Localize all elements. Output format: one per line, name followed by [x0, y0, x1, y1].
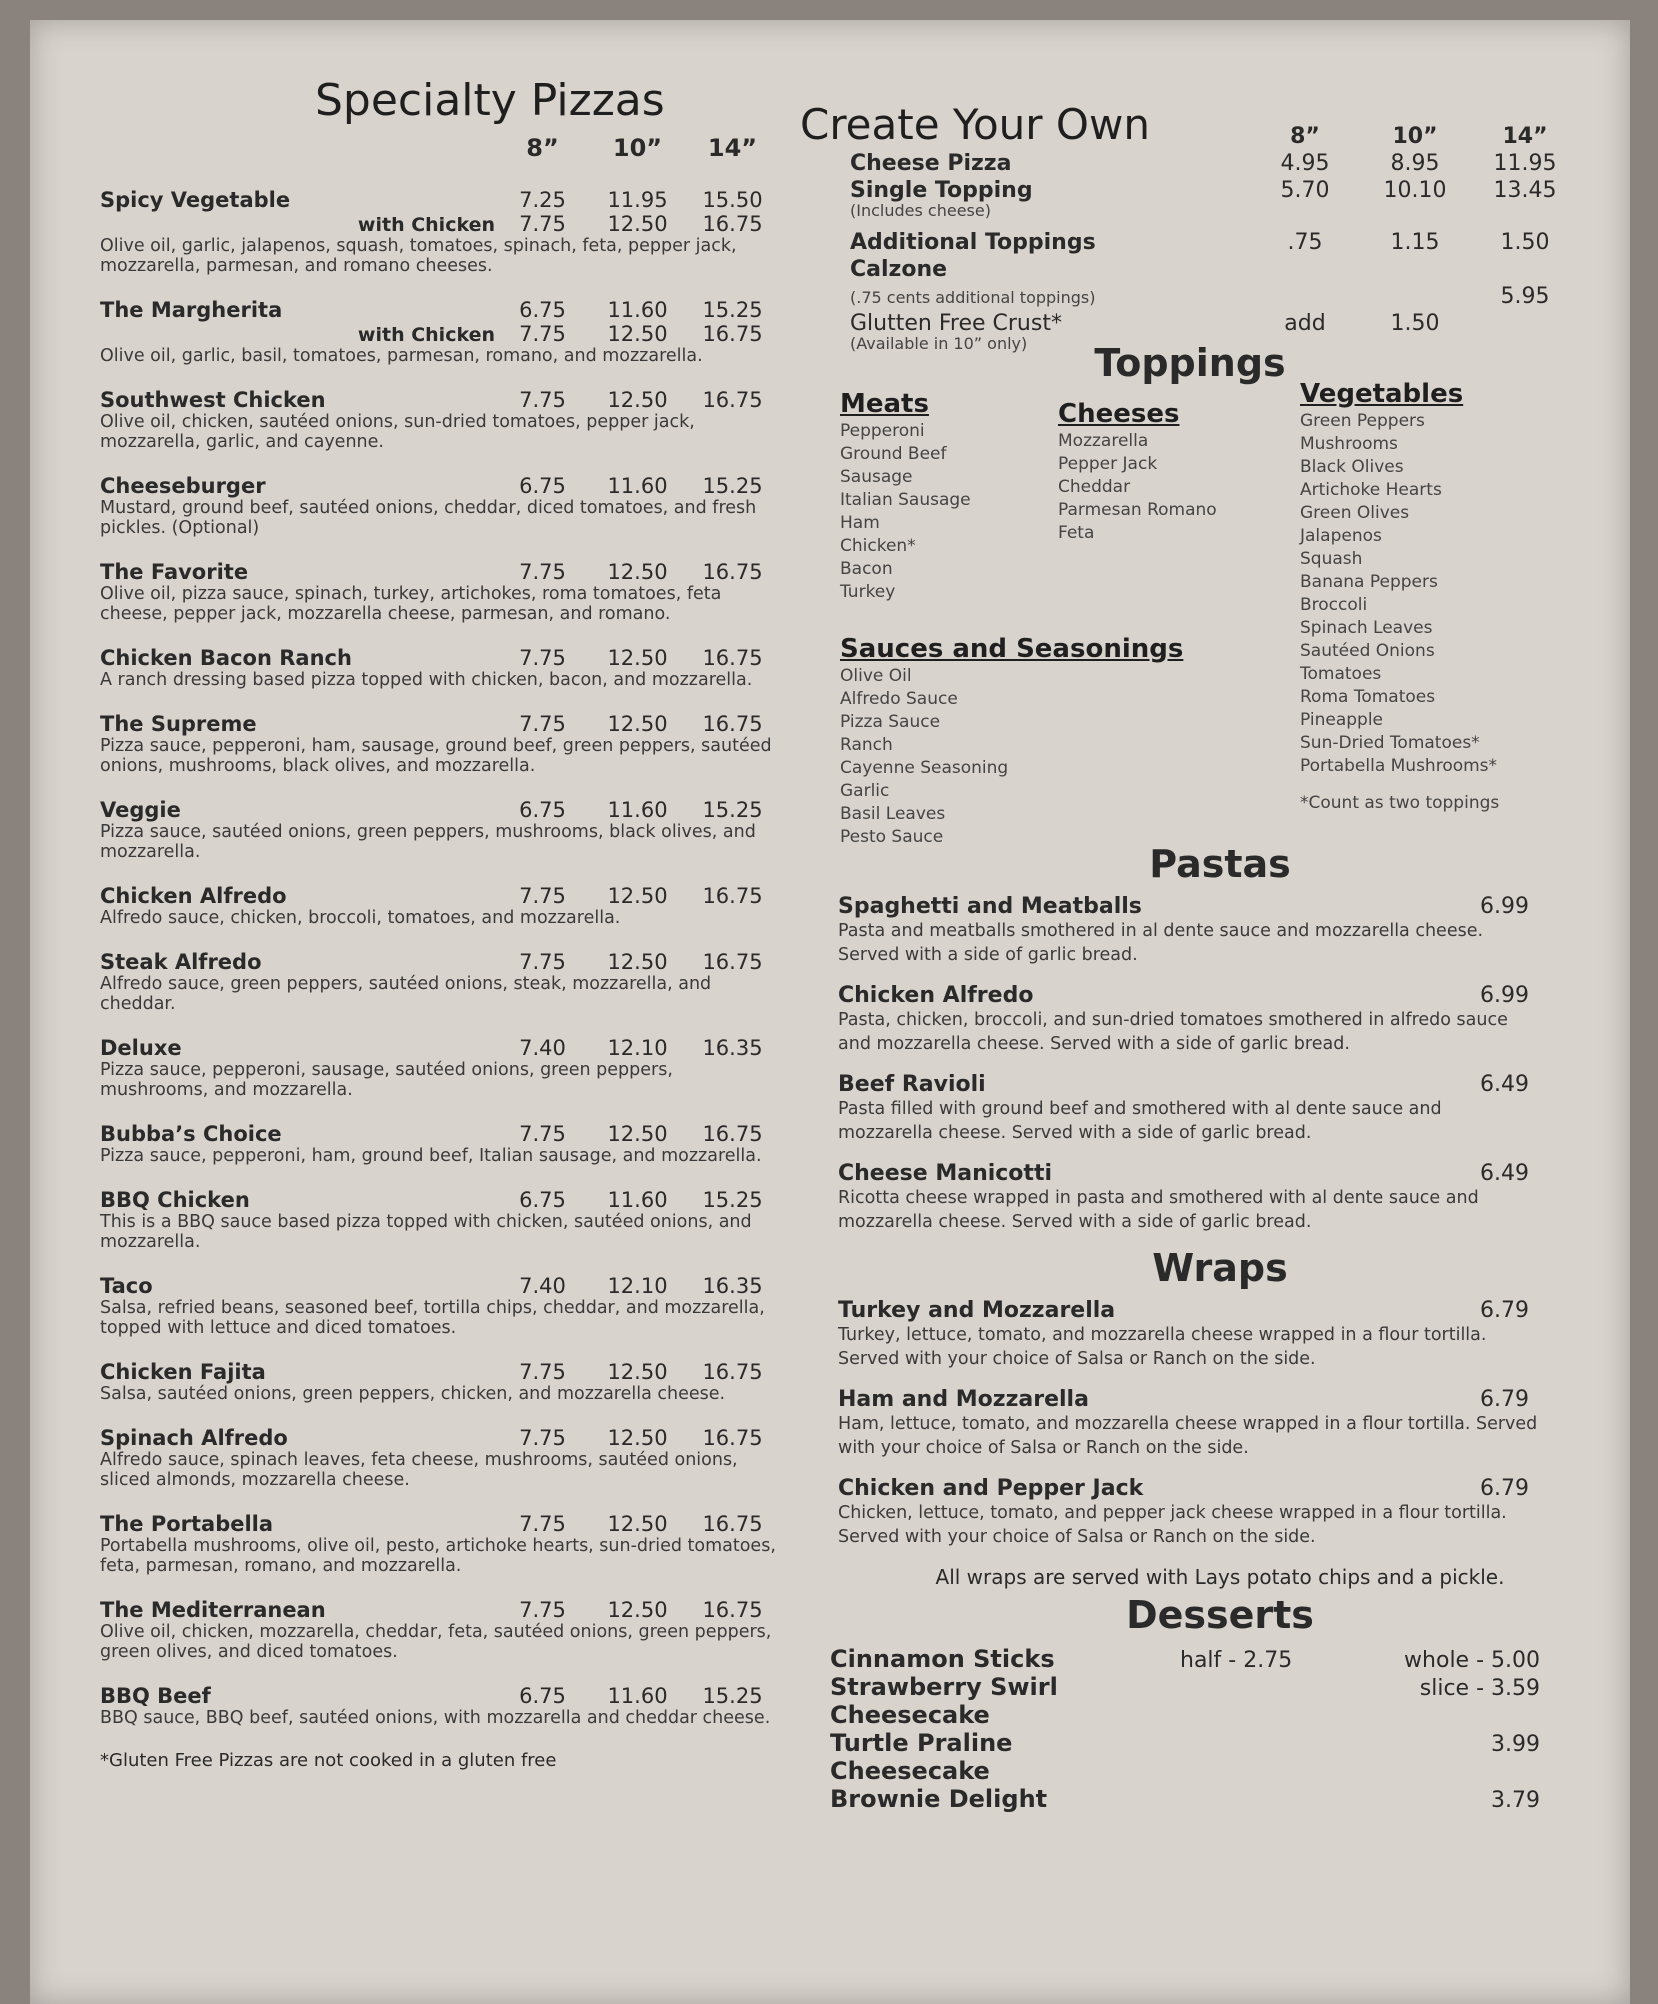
pizza-name: Spicy Vegetable [100, 188, 291, 212]
menu-page [30, 20, 1630, 2004]
size-label: 14” [707, 134, 758, 162]
pizza-desc: Pizza sauce, sautéed onions, green peppers, mushrooms, black olives, and mozzarella. [100, 822, 756, 862]
size-label: 8” [526, 134, 559, 162]
pizza-item [100, 798, 780, 862]
pizza-item [100, 1122, 780, 1166]
dessert-item [800, 1729, 1580, 1785]
price: 16.75 [702, 884, 763, 908]
price: 6.79 [1480, 1387, 1529, 1412]
price: 11.60 [607, 798, 668, 822]
price: 16.35 [702, 1274, 763, 1298]
topping-item: Black Olives [1300, 457, 1404, 477]
cheeses-list [1058, 430, 1217, 545]
topping-item: Turkey [840, 582, 896, 602]
pastas-list [800, 894, 1580, 1234]
pizza-name: Southwest Chicken [100, 388, 326, 412]
price: .75 [1287, 230, 1323, 255]
price: 7.40 [519, 1274, 566, 1298]
topping-item: Pepper Jack [1058, 454, 1158, 474]
topping-item: Sausage [840, 467, 913, 487]
item-name: Spaghetti and Meatballs [838, 894, 1142, 919]
pizza-name: Bubba’s Choice [100, 1122, 282, 1146]
price: 4.95 [1280, 151, 1330, 176]
pizza-name: The Favorite [100, 560, 249, 584]
price: 6.49 [1480, 1161, 1529, 1186]
pasta-item [800, 1161, 1580, 1234]
item-name: Cheese Manicotti [838, 1161, 1052, 1186]
topping-item: Spinach Leaves [1300, 618, 1433, 638]
price: 12.10 [607, 1036, 668, 1060]
pizza-row [100, 1360, 780, 1384]
price: 6.99 [1480, 894, 1529, 919]
topping-item: Pesto Sauce [840, 827, 944, 847]
price: 7.75 [519, 884, 566, 908]
pizza-row [100, 474, 780, 498]
menu-row [838, 1476, 1580, 1501]
wraps-note: All wraps are served with Lays potato chips and a pickle. [935, 1565, 1505, 1589]
pizza-name: Deluxe [100, 1036, 182, 1060]
item-name: Turkey and Mozzarella [838, 1298, 1116, 1323]
pizza-name: The Supreme [100, 712, 257, 736]
price: 11.60 [607, 1188, 668, 1212]
pizza-row [100, 798, 780, 822]
topping-item: Cayenne Seasoning [840, 758, 1009, 778]
pizza-item [100, 298, 780, 366]
cyo-row [800, 284, 1580, 309]
price: 1.15 [1390, 230, 1440, 255]
price: 16.75 [702, 1360, 763, 1384]
pizza-row [100, 1036, 780, 1060]
pizza-item [100, 646, 780, 690]
price: 12.50 [607, 884, 668, 908]
pizza-row [100, 1274, 780, 1298]
pizza-row [100, 560, 780, 584]
price: 15.25 [702, 474, 763, 498]
pizza-desc: Salsa, refried beans, seasoned beef, tortilla chips, cheddar, and mozzarella, topped with lettuce and diced tomatoes. [100, 1298, 765, 1338]
pizza-desc: Olive oil, chicken, mozzarella, cheddar, feta, sautéed onions, green peppers, green olives, and diced tomatoes. [100, 1622, 772, 1662]
pizza-desc: Pizza sauce, pepperoni, sausage, sautéed onions, green peppers, mushrooms, and mozzarella. [100, 1060, 673, 1100]
cyo-name: Cheese Pizza [850, 151, 1012, 176]
price: 16.75 [702, 1122, 763, 1146]
pizza-row [100, 950, 780, 974]
price: 8.95 [1390, 151, 1440, 176]
size-label: 10” [1392, 124, 1438, 149]
price: 1.50 [1500, 230, 1550, 255]
vegetables-list [1300, 410, 1499, 778]
pizza-name: Chicken Bacon Ranch [100, 646, 352, 670]
price: 16.75 [702, 646, 763, 670]
price: 16.35 [702, 1036, 763, 1060]
pizza-item [100, 560, 780, 624]
price: 12.50 [607, 388, 668, 412]
topping-item: Chicken* [840, 536, 916, 556]
item-desc: Pasta filled with ground beef and smothered with al dente sauce and mozzarella cheese. Served with a side of garlic bread. [838, 1099, 1442, 1143]
item-name: Chicken and Pepper Jack [838, 1476, 1144, 1501]
price: 6.75 [519, 1188, 566, 1212]
menu-row [838, 894, 1580, 919]
variant-name [100, 322, 495, 346]
price: 12.10 [607, 1274, 668, 1298]
price: 6.99 [1480, 983, 1529, 1008]
price: 6.75 [519, 474, 566, 498]
cyo-name: Glutten Free Crust* [850, 311, 1062, 336]
price: 16.75 [702, 950, 763, 974]
add-label: add [1284, 311, 1326, 336]
pizza-row [100, 188, 780, 212]
dessert-item [800, 1785, 1580, 1813]
topping-item: Pineapple [1300, 710, 1384, 730]
pizza-item [100, 1684, 780, 1728]
price: 1.50 [1390, 311, 1440, 336]
cyo-name: Additional Toppings [850, 230, 1096, 255]
count-note: *Count as two toppings [1300, 793, 1500, 813]
price: 12.50 [607, 950, 668, 974]
price: 6.79 [1480, 1476, 1529, 1501]
price: 7.75 [519, 212, 566, 236]
price: 16.75 [702, 388, 763, 412]
pizza-name: Chicken Fajita [100, 1360, 266, 1384]
price: 6.75 [519, 298, 566, 322]
pasta-item [800, 894, 1580, 967]
menu-row [838, 1298, 1580, 1323]
dessert-half-price: half - 2.75 [1180, 1648, 1293, 1673]
wrap-item [800, 1298, 1580, 1371]
price: 7.75 [519, 560, 566, 584]
pizza-item [100, 1512, 780, 1576]
dessert-name: Turtle Praline Cheesecake [830, 1729, 1013, 1785]
price: 3.79 [1491, 1788, 1540, 1813]
topping-item: Ham [840, 513, 880, 533]
pizza-item [100, 712, 780, 776]
sauces-list [840, 665, 1183, 849]
item-desc: Ricotta cheese wrapped in pasta and smothered with al dente sauce and mozzarella cheese. Served with a side of garlic bread. [838, 1188, 1479, 1232]
pizza-name: Veggie [100, 798, 181, 822]
pizza-name: Cheeseburger [100, 474, 266, 498]
topping-item: Pepperoni [840, 421, 925, 441]
pizza-row [100, 1512, 780, 1536]
pizza-desc: BBQ sauce, BBQ beef, sautéed onions, with mozzarella and cheddar cheese. [100, 1708, 771, 1728]
item-name: Chicken Alfredo [838, 983, 1034, 1008]
topping-item: Cheddar [1058, 477, 1131, 497]
price: 15.25 [702, 798, 763, 822]
pizza-item [100, 1036, 780, 1100]
right-column [800, 100, 1580, 1813]
pizza-name: The Margherita [100, 298, 283, 322]
pizza-row [100, 388, 780, 412]
topping-item: Parmesan Romano [1058, 500, 1217, 520]
pizza-item [100, 1360, 780, 1404]
specialty-pizzas-section [100, 75, 780, 1771]
topping-item: Basil Leaves [840, 804, 946, 824]
cyo-sub: (Includes cheese) [850, 201, 991, 220]
cyo-row [800, 230, 1580, 255]
item-desc: Pasta, chicken, broccoli, and sun-dried tomatoes smothered in alfredo sauce and mozzarella cheese. Served with a side of garlic bread. [838, 1010, 1508, 1054]
price: 12.50 [607, 1598, 668, 1622]
price: 6.75 [519, 798, 566, 822]
topping-item: Olive Oil [840, 666, 912, 686]
cyo-row [800, 257, 1580, 282]
price: 16.75 [702, 560, 763, 584]
topping-item: Sautéed Onions [1300, 641, 1435, 661]
pizza-row [100, 712, 780, 736]
price: 11.60 [607, 474, 668, 498]
price: 7.75 [519, 1512, 566, 1536]
pizza-desc: Alfredo sauce, green peppers, sautéed onions, steak, mozzarella, and cheddar. [100, 974, 712, 1014]
pizza-list [100, 188, 780, 1728]
price: 12.50 [607, 646, 668, 670]
pasta-item [800, 983, 1580, 1056]
pizza-item [100, 188, 780, 276]
pizza-item [100, 1274, 780, 1338]
pizza-item [100, 1598, 780, 1662]
pizza-desc: Alfredo sauce, spinach leaves, feta cheese, mushrooms, sautéed onions, sliced almonds, mozzarella cheese. [100, 1450, 738, 1490]
pizza-row [100, 1122, 780, 1146]
item-name: Ham and Mozzarella [838, 1387, 1089, 1412]
section-title: Create Your Own [800, 100, 1150, 149]
price: 12.50 [607, 712, 668, 736]
price: 15.25 [702, 298, 763, 322]
price: 7.25 [519, 188, 566, 212]
price: 6.75 [519, 1684, 566, 1708]
pizza-row [100, 1684, 780, 1708]
topping-item: Bacon [840, 559, 893, 579]
cyo-row [800, 311, 1580, 336]
price: 16.75 [702, 712, 763, 736]
topping-item: Ground Beef [840, 444, 947, 464]
price: 15.50 [702, 188, 763, 212]
pizza-desc: Portabella mushrooms, olive oil, pesto, artichoke hearts, sun-dried tomatoes, feta, parmesan, romano, and mozzarella. [100, 1536, 776, 1576]
price: 12.50 [607, 322, 668, 346]
price: 7.75 [519, 322, 566, 346]
pizza-row [100, 884, 780, 908]
pastas-title: Pastas [1149, 842, 1291, 886]
dessert-name: Strawberry Swirl Cheesecake [830, 1673, 1058, 1729]
topping-item: Broccoli [1300, 595, 1368, 615]
pizza-item [100, 1426, 780, 1490]
menu-row [838, 983, 1580, 1008]
gluten-note: *Gluten Free Pizzas are not cooked in a gluten free [100, 1750, 557, 1771]
price: 11.95 [607, 188, 668, 212]
cyo-sub: (.75 cents additional toppings) [850, 288, 1096, 307]
price: 7.75 [519, 712, 566, 736]
cyo-name: Single Topping [850, 178, 1033, 203]
meats-list [840, 420, 971, 604]
toppings-section [800, 379, 1580, 878]
pizza-row [100, 1426, 780, 1450]
meats-heading: Meats [840, 389, 929, 419]
topping-item: Pizza Sauce [840, 712, 941, 732]
price: 7.40 [519, 1036, 566, 1060]
topping-item: Portabella Mushrooms* [1300, 756, 1498, 776]
topping-item: Ranch [840, 735, 893, 755]
pizza-row [100, 646, 780, 670]
variant-row [100, 322, 780, 346]
price: 11.60 [607, 298, 668, 322]
cyo-name: Calzone [850, 257, 948, 282]
item-desc: Turkey, lettuce, tomato, and mozzarella cheese wrapped in a flour tortilla. Served with your choice of Salsa or Ranch on the side. [838, 1325, 1487, 1369]
pizza-desc: Pizza sauce, pepperoni, ham, sausage, ground beef, green peppers, sautéed onions, mushrooms, black olives, and mozzarella. [100, 736, 772, 776]
pizza-desc: Olive oil, pizza sauce, spinach, turkey, artichokes, roma tomatoes, feta cheese, pepper jack, mozzarella cheese, parmesan, and romano. [100, 584, 722, 624]
pizza-name: BBQ Chicken [100, 1188, 250, 1212]
price: 7.75 [519, 1426, 566, 1450]
item-desc: Ham, lettuce, tomato, and mozzarella cheese wrapped in a flour tortilla. Served with your choice of Salsa or Ranch on the side. [838, 1414, 1538, 1458]
topping-item: Squash [1300, 549, 1363, 569]
wrap-item [800, 1387, 1580, 1460]
pasta-item [800, 1072, 1580, 1145]
meats-column [840, 389, 971, 604]
pizza-name: Chicken Alfredo [100, 884, 287, 908]
price: 5.70 [1280, 178, 1330, 203]
topping-item: Banana Peppers [1300, 572, 1438, 592]
topping-item: Tomatoes [1300, 664, 1382, 684]
pizza-name: BBQ Beef [100, 1684, 211, 1708]
price: 13.45 [1493, 178, 1557, 203]
wrap-item [800, 1476, 1580, 1549]
price: 11.95 [1493, 151, 1557, 176]
size-header [100, 134, 780, 162]
wraps-title: Wraps [1152, 1246, 1288, 1290]
variant-name [100, 212, 495, 236]
dessert-name: Brownie Delight [830, 1785, 1048, 1813]
pizza-item [100, 950, 780, 1014]
dessert-item [800, 1673, 1580, 1729]
topping-item: Mushrooms [1300, 434, 1398, 454]
pizza-item [100, 884, 780, 928]
price: slice - 3.59 [1419, 1676, 1540, 1701]
pizza-name: The Mediterranean [100, 1598, 326, 1622]
menu-row [838, 1072, 1580, 1097]
cyo-row [800, 151, 1580, 176]
price: 12.50 [607, 1122, 668, 1146]
price: 7.75 [519, 1122, 566, 1146]
topping-item: Alfredo Sauce [840, 689, 958, 709]
topping-item: Artichoke Hearts [1300, 480, 1442, 500]
topping-item: Sun-Dried Tomatoes* [1300, 733, 1480, 753]
topping-item: Green Peppers [1300, 411, 1425, 431]
price: 11.60 [607, 1684, 668, 1708]
price: 16.75 [702, 1598, 763, 1622]
pizza-desc: Mustard, ground beef, sautéed onions, cheddar, diced tomatoes, and fresh pickles. (Optional) [100, 498, 757, 538]
price: 12.50 [607, 1512, 668, 1536]
cyo-sub: (Available in 10” only) [850, 334, 1028, 353]
price: 16.75 [702, 1512, 763, 1536]
size-label: 8” [1290, 124, 1320, 149]
cyo-row [800, 178, 1580, 203]
size-label: 14” [1502, 124, 1548, 149]
toppings-title: Toppings [1094, 341, 1286, 385]
pizza-desc: Olive oil, garlic, basil, tomatoes, parmesan, romano, and mozzarella. [100, 346, 703, 366]
vegetables-column [1300, 379, 1500, 815]
item-name: Beef Ravioli [838, 1072, 986, 1097]
topping-item: Mozzarella [1058, 431, 1149, 451]
pizza-row [100, 1598, 780, 1622]
topping-item: Italian Sausage [840, 490, 971, 510]
cheeses-heading: Cheeses [1058, 399, 1180, 429]
vegetables-heading: Vegetables [1300, 379, 1464, 409]
price: 6.49 [1480, 1072, 1529, 1097]
item-desc: Pasta and meatballs smothered in al dente sauce and mozzarella cheese. Served with a side of garlic bread. [838, 921, 1484, 965]
pizza-desc: Alfredo sauce, chicken, broccoli, tomatoes, and mozzarella. [100, 908, 621, 928]
pizza-name: The Portabella [100, 1512, 274, 1536]
pizza-row [100, 298, 780, 322]
price: 10.10 [1383, 178, 1447, 203]
price: 15.25 [702, 1188, 763, 1212]
pizza-item [100, 1188, 780, 1252]
dessert-item [800, 1645, 1580, 1673]
desserts-title: Desserts [1126, 1593, 1314, 1637]
topping-item: Roma Tomatoes [1300, 687, 1436, 707]
price: 7.75 [519, 388, 566, 412]
price: 16.75 [702, 212, 763, 236]
pizza-desc: Olive oil, garlic, jalapenos, squash, tomatoes, spinach, feta, pepper jack, mozzarella, parmesan, and romano cheeses. [100, 236, 737, 276]
pizza-name: Spinach Alfredo [100, 1426, 288, 1450]
price: whole - 5.00 [1404, 1648, 1540, 1673]
price: 5.95 [1500, 284, 1550, 309]
pizza-name: Taco [100, 1274, 153, 1298]
price: 7.75 [519, 950, 566, 974]
pizza-name: Steak Alfredo [100, 950, 262, 974]
topping-item: Jalapenos [1300, 526, 1382, 546]
price: 15.25 [702, 1684, 763, 1708]
menu-row [838, 1161, 1580, 1186]
price: 12.50 [607, 212, 668, 236]
topping-item: Feta [1058, 523, 1095, 543]
pizza-row [100, 1188, 780, 1212]
pizza-desc: Salsa, sautéed onions, green peppers, chicken, and mozzarella cheese. [100, 1384, 726, 1404]
price: 16.75 [702, 1426, 763, 1450]
price: 16.75 [702, 322, 763, 346]
menu-row [838, 1387, 1580, 1412]
topping-item: Green Olives [1300, 503, 1410, 523]
pizza-item [100, 474, 780, 538]
pizza-desc: This is a BBQ sauce based pizza topped with chicken, sautéed onions, and mozzarella. [100, 1212, 752, 1252]
variant-label: with Chicken [357, 214, 495, 236]
price: 12.50 [607, 1426, 668, 1450]
desserts-list [800, 1645, 1580, 1813]
section-title: Specialty Pizzas [315, 75, 665, 126]
sauces-column [840, 634, 1184, 849]
pizza-item [100, 388, 780, 452]
wraps-list [800, 1298, 1580, 1549]
price: 6.79 [1480, 1298, 1529, 1323]
item-desc: Chicken, lettuce, tomato, and pepper jack cheese wrapped in a flour tortilla. Served with your choice of Salsa or Ranch on the side. [838, 1503, 1507, 1547]
cyo-header [800, 100, 1580, 149]
cheeses-column [1058, 399, 1217, 545]
price: 12.50 [607, 1360, 668, 1384]
size-label: 10” [612, 134, 663, 162]
pizza-desc: Olive oil, chicken, sautéed onions, sun-dried tomatoes, pepper jack, mozzarella, garlic, and cayenne. [100, 412, 695, 452]
pizza-desc: Pizza sauce, pepperoni, ham, ground beef, Italian sausage, and mozzarella. [100, 1146, 762, 1166]
dessert-name: Cinnamon Sticks [830, 1645, 1055, 1673]
price: 7.75 [519, 646, 566, 670]
variant-row [100, 212, 780, 236]
variant-label: with Chicken [357, 324, 495, 346]
topping-item: Garlic [840, 781, 890, 801]
price: 7.75 [519, 1360, 566, 1384]
price: 12.50 [607, 560, 668, 584]
sauces-heading: Sauces and Seasonings [840, 634, 1184, 664]
pizza-desc: A ranch dressing based pizza topped with chicken, bacon, and mozzarella. [100, 670, 753, 690]
price: 7.75 [519, 1598, 566, 1622]
price: 3.99 [1491, 1732, 1540, 1757]
